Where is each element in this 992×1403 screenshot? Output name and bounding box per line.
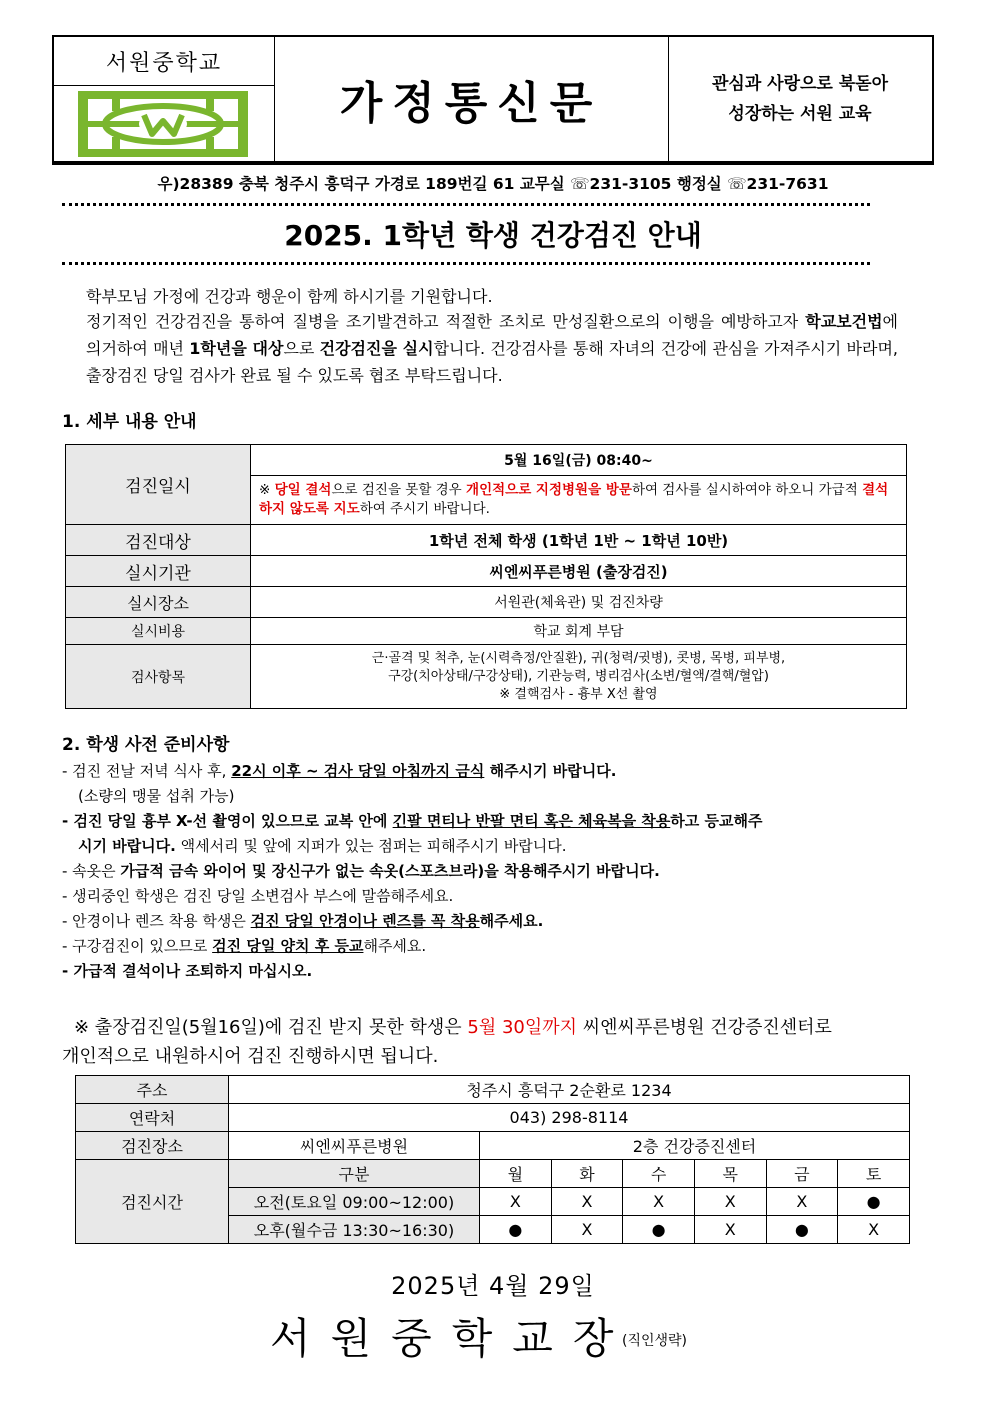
pm-cell: X [838,1216,910,1244]
target-label: 검진대상 [66,525,251,556]
prep-text: 시기 바랍니다. [78,837,176,855]
am-cell: X [551,1188,623,1216]
intro-action: 건강검진을 실시 [319,339,434,358]
date-value: 5월 16일(금) 08:40~ [251,445,907,476]
date-label: 검진일시 [66,445,251,525]
note-text: 하여 주시기 바랍니다. [359,501,490,517]
title-top-divider [62,203,870,206]
day-header: 금 [766,1160,838,1188]
intro-target: 1학년을 대상 [189,339,284,358]
section1-heading: 1. 세부 내용 안내 [62,412,197,432]
motto-line-1: 관심과 사랑으로 북돋아 [711,74,889,94]
intro-law: 학교보건법 [805,312,883,331]
section2-heading: 2. 학생 사전 준비사항 [62,735,230,755]
notice-text: ※ 출장검진일(5월16일)에 검진 받지 못한 학생은 [74,1017,468,1038]
intro-text: 으로 [283,339,320,358]
prep-item-clothing [62,809,922,834]
day-header: 토 [838,1160,910,1188]
intro-text: 정기적인 건강검진을 통하여 질병을 조기발견하고 적절한 조치로 만성질환으로의 이행을 예방하고자 [86,312,806,331]
org-label: 실시기관 [66,556,251,587]
am-cell: X [766,1188,838,1216]
prep-text: 해주세요. [479,912,544,930]
place-value: 서원관(체육관) 및 검진차량 [251,587,907,618]
pm-cell: X [551,1216,623,1244]
note-text: 으로 검진을 못할 경우 [331,482,467,498]
principal-signature: 서원중학교장 [270,1314,634,1363]
note-emphasis: 결석하지 않도록 지도 [259,482,889,517]
issue-date: 2025년 4월 29일 [391,1272,595,1300]
intro-paragraph [86,308,898,389]
prep-item-fasting [62,759,922,784]
note-text: ※ [259,482,275,498]
prep-text: - 검진 당일 흉부 X-선 촬영이 있으므로 교복 안에 [62,812,393,830]
school-address: 우)28389 충북 청주시 흥덕구 가경로 189번길 61 교무실 ☏231-3105 행정실 ☏231-7631 [157,175,829,193]
prep-emphasis: 22시 이후 ~ 검사 당일 아침까지 금식 [231,762,485,780]
pm-label: 오후(월수금 13:30~16:30) [229,1216,480,1244]
intro-text: 합니다. 건강검사를 통해 자녀의 건강에 관심을 가져주시기 바라며, 출장검진 당일 검사가 완료 될 수 있도록 협조 부탁드립니다. [86,339,898,385]
prep-text: 하고 등교해주 [670,812,763,830]
hospital-address: 청주시 흥덕구 2순환로 1234 [229,1076,910,1104]
document-title: 2025. 1학년 학생 건강검진 안내 [284,219,702,252]
hospital-phone-label: 연락처 [76,1104,229,1132]
day-header: 화 [551,1160,623,1188]
prep-text: 액세서리 및 앞에 지퍼가 있는 점퍼는 피해주시기 바랍니다. [175,837,567,855]
prep-item-underwear [62,859,922,884]
items-line: 근·골격 및 척추, 눈(시력측정/안질환), 귀(청력/귓병), 콧병, 목병, 피부병, [371,650,786,666]
pm-cell: X [694,1216,766,1244]
seal-note: (직인생략) [622,1333,688,1349]
header-bottom-rule [52,163,934,165]
prep-emphasis: 긴팔 면티나 반팔 면티 혹은 체육복을 착용 [392,812,671,830]
pm-cell: ● [766,1216,838,1244]
prep-emphasis: 가급적 금속 와이어 및 장신구가 없는 속옷(스포츠브라)을 착용해주시기 바랍니다. [120,862,660,880]
target-value: 1학년 전체 학생 (1학년 1반 ~ 1학년 10반) [251,525,907,556]
prep-text: - 검진 전날 저녁 식사 후, [62,762,232,780]
day-header: 월 [480,1160,552,1188]
prep-item-clothing-cont [78,834,938,859]
prep-text: 해주시기 바랍니다. [484,762,617,780]
prep-text: 해주세요. [363,937,427,955]
prep-item-attendance: - 가급적 결석이나 조퇴하지 마십시오. [62,962,313,980]
prep-text: - 안경이나 렌즈 착용 학생은 [62,912,251,930]
am-cell: X [694,1188,766,1216]
org-value: 씨엔씨푸른병원 (출장검진) [251,556,907,587]
cost-value: 학교 회계 부담 [251,618,907,645]
school-motto [668,37,932,161]
prep-item-glasses [62,909,922,934]
absence-note [251,476,907,525]
hospital-phone: 043) 298-8114 [229,1104,910,1132]
makeup-notice-cont: 개인적으로 내원하시어 검진 진행하시면 됩니다. [62,1046,439,1067]
school-logo [78,91,248,157]
note-emphasis: 당일 결석 [274,482,332,498]
items-line: ※ 결핵검사 - 흉부 X선 촬영 [499,686,658,702]
place-label: 실시장소 [66,587,251,618]
prep-item-teeth [62,934,922,959]
notice-deadline: 5월 30일까지 [467,1017,578,1038]
hospital-info-table [75,1075,910,1244]
hospital-place-label: 검진장소 [76,1132,229,1160]
hospital-time-label: 검진시간 [76,1160,229,1244]
prep-text: - 구강검진이 있으므로 [62,937,213,955]
hospital-center: 2층 건강증진센터 [480,1132,910,1160]
greeting-line: 학부모님 가정에 건강과 행운이 함께 하시기를 기원합니다. [86,287,493,306]
title-bottom-divider [62,262,870,265]
pm-cell: ● [623,1216,695,1244]
intro-text: 에 의거하여 매년 [86,312,898,358]
cost-label: 실시비용 [66,618,251,645]
school-name: 서원중학교 [54,37,274,86]
am-cell: ● [838,1188,910,1216]
prep-emphasis: 검진 당일 양치 후 등교 [212,937,364,955]
day-header: 목 [694,1160,766,1188]
hospital-address-label: 주소 [76,1076,229,1104]
items-label: 검사항목 [66,645,251,709]
am-cell: X [480,1188,552,1216]
note-text: 하여 검사를 실시하여야 하오니 가급적 [631,482,863,498]
am-label: 오전(토요일 09:00~12:00) [229,1188,480,1216]
school-cell [54,37,275,161]
makeup-notice [74,1013,924,1039]
prep-item-urine: - 생리중인 학생은 검진 당일 소변검사 부스에 말씀해주세요. [62,887,454,905]
pm-cell: ● [480,1216,552,1244]
motto-line-2: 성장하는 서원 교육 [728,104,872,124]
schedule-col-label: 구분 [229,1160,480,1188]
day-header: 수 [623,1160,695,1188]
items-value [251,645,907,709]
prep-emphasis: 검진 당일 안경이나 렌즈를 꼭 착용 [250,912,480,930]
am-cell: X [623,1188,695,1216]
note-emphasis: 개인적으로 지정병원을 방문 [466,482,632,498]
newsletter-title: 가정통신문 [274,37,669,161]
hospital-name: 씨엔씨푸른병원 [229,1132,480,1160]
prep-item-water: (소량의 맹물 섭취 가능) [78,787,235,805]
items-line: 구강(치아상태/구강상태), 기관능력, 병리검사(소변/혈액/결핵/혈압) [388,668,769,684]
prep-text: - 속옷은 [62,862,121,880]
exam-details-table [65,444,907,709]
newsletter-header [52,35,934,163]
notice-text: 씨엔씨푸른병원 건강증진센터로 [577,1017,832,1038]
